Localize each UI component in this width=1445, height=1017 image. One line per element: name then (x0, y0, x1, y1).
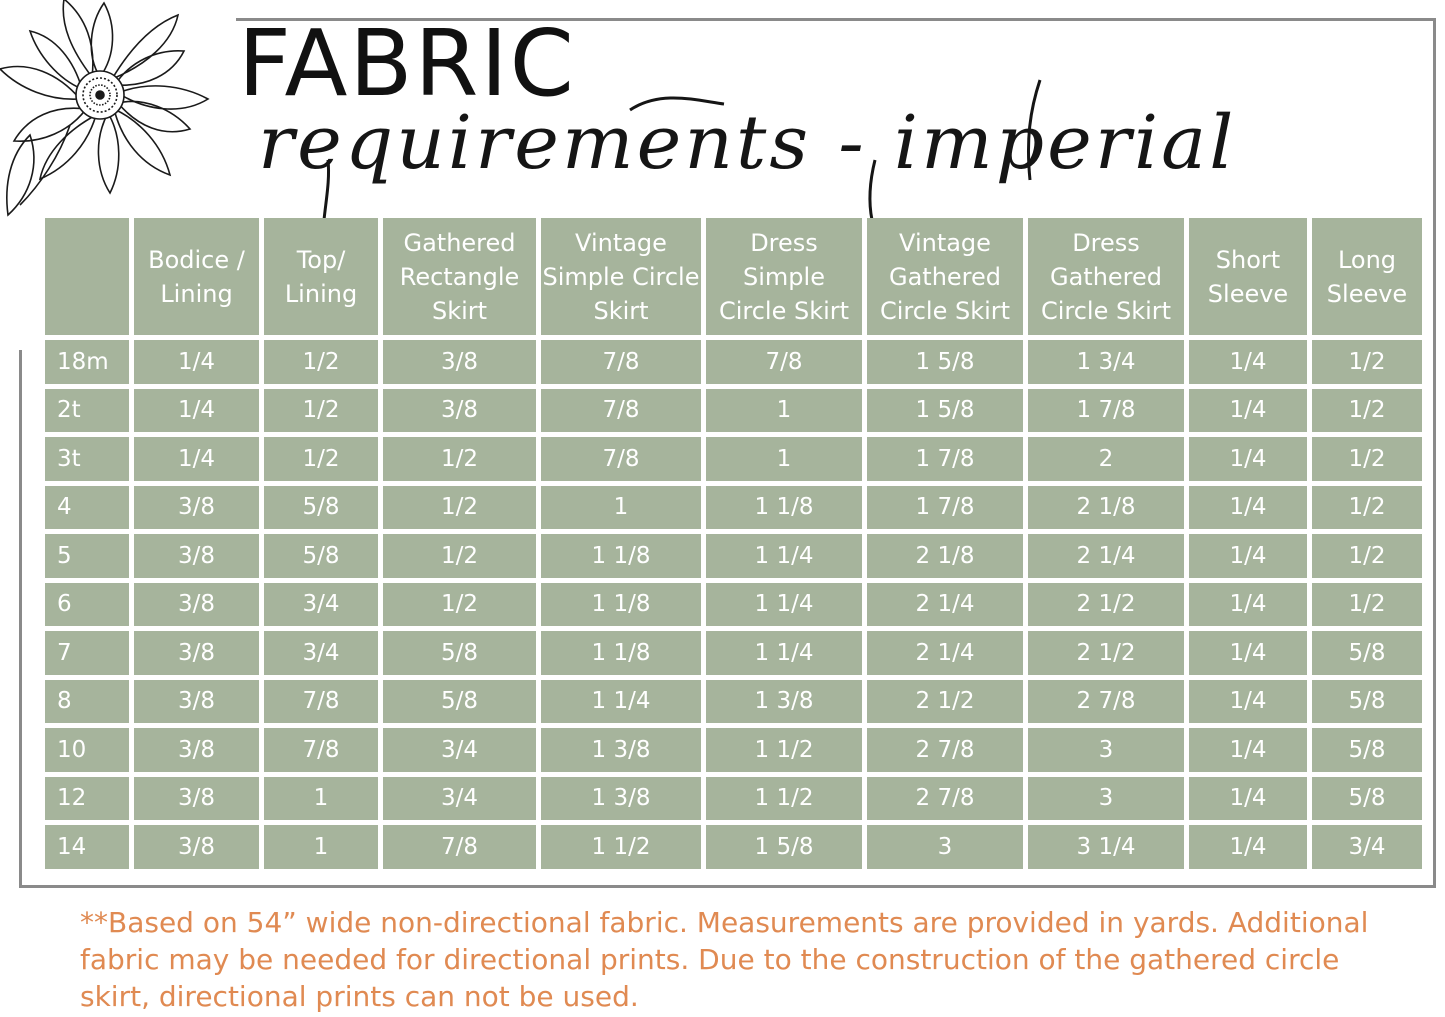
size-cell: 12 (45, 777, 129, 821)
table-cell: 3/8 (134, 680, 259, 724)
table-cell: 1 3/8 (706, 680, 862, 724)
table-cell: 1/4 (1189, 534, 1307, 578)
size-cell: 7 (45, 631, 129, 675)
table-cell: 1/4 (1189, 631, 1307, 675)
table-cell: 2 7/8 (867, 728, 1023, 772)
table-row (45, 777, 1422, 821)
table-cell: 1/4 (1189, 680, 1307, 724)
table-cell: 2 1/2 (867, 680, 1023, 724)
table-cell: 2 7/8 (1028, 680, 1184, 724)
table-row (45, 389, 1422, 433)
table-cell: 1/2 (264, 340, 378, 384)
table-cell: 1/4 (1189, 777, 1307, 821)
table-cell: 1 3/4 (1028, 340, 1184, 384)
table-cell: 2 1/4 (867, 583, 1023, 627)
table-cell: 2 1/2 (1028, 631, 1184, 675)
frame-right-border (1433, 18, 1436, 888)
table-cell: 1 (264, 777, 378, 821)
size-cell: 3t (45, 437, 129, 481)
table-row (45, 534, 1422, 578)
size-cell: 4 (45, 486, 129, 530)
sunflower-icon (0, 0, 240, 220)
table-cell: 2 1/8 (1028, 486, 1184, 530)
size-cell: 6 (45, 583, 129, 627)
table-cell: 1 1/2 (541, 825, 701, 869)
table-row (45, 825, 1422, 869)
table-cell: 1 (706, 389, 862, 433)
table-cell: 1/4 (1189, 389, 1307, 433)
table-cell: 1/2 (1312, 486, 1422, 530)
table-cell: 2 1/4 (867, 631, 1023, 675)
table-cell: 3/8 (383, 340, 536, 384)
column-header-vintage-gathered-circle-skirt: Vintage Gathered Circle Skirt (867, 218, 1023, 335)
table-cell: 1 5/8 (867, 340, 1023, 384)
table-cell: 3/8 (134, 631, 259, 675)
table-row (45, 631, 1422, 675)
footnote: **Based on 54” wide non-directional fabric. Measurements are provided in yards. Additional fabric may be needed for directional prints. Due to the construction of the gathered circle skirt, directional prints can not be used. (80, 906, 1369, 1013)
size-cell: 2t (45, 389, 129, 433)
table-cell: 1 1/8 (541, 583, 701, 627)
table-cell: 2 (1028, 437, 1184, 481)
table-cell: 1/4 (1189, 728, 1307, 772)
table-cell: 3/4 (383, 777, 536, 821)
table-body (45, 340, 1422, 869)
table-cell: 5/8 (1312, 728, 1422, 772)
table-row (45, 486, 1422, 530)
table-cell: 5/8 (1312, 631, 1422, 675)
table-cell: 1/4 (1189, 486, 1307, 530)
table-cell: 7/8 (264, 728, 378, 772)
table-cell: 2 1/8 (867, 534, 1023, 578)
table-cell: 1 1/8 (541, 534, 701, 578)
table-cell: 1 5/8 (706, 825, 862, 869)
table-cell: 1 3/8 (541, 728, 701, 772)
table-cell: 1 7/8 (867, 437, 1023, 481)
table-cell: 1 1/4 (706, 534, 862, 578)
table-cell: 1/4 (134, 340, 259, 384)
table-cell: 1 3/8 (541, 777, 701, 821)
table-cell: 3 (867, 825, 1023, 869)
frame-bottom-border (19, 885, 1436, 888)
column-header-vintage-simple-circle-skirt: Vintage Simple Circle Skirt (541, 218, 701, 335)
table-cell: 3/4 (1312, 825, 1422, 869)
column-header-size (45, 218, 129, 335)
table-cell: 1/4 (1189, 437, 1307, 481)
table-cell: 1 1/4 (706, 583, 862, 627)
table-cell: 1 1/2 (706, 728, 862, 772)
table-cell: 5/8 (383, 631, 536, 675)
table-cell: 5/8 (1312, 680, 1422, 724)
table-cell: 1/4 (1189, 825, 1307, 869)
table-cell: 1 (706, 437, 862, 481)
table-cell: 1/2 (383, 437, 536, 481)
column-header-top-lining: Top/ Lining (264, 218, 378, 335)
table-row (45, 728, 1422, 772)
page-title: FABRIC (238, 10, 576, 117)
size-cell: 10 (45, 728, 129, 772)
table-cell: 3 (1028, 728, 1184, 772)
table-cell: 1 5/8 (867, 389, 1023, 433)
table-row (45, 583, 1422, 627)
column-header-short-sleeve: Short Sleeve (1189, 218, 1307, 335)
table-cell: 5/8 (264, 534, 378, 578)
table-cell: 1/2 (1312, 437, 1422, 481)
column-header-long-sleeve: Long Sleeve (1312, 218, 1422, 335)
table-cell: 3/4 (264, 631, 378, 675)
table-cell: 7/8 (541, 340, 701, 384)
table-cell: 1 1/8 (541, 631, 701, 675)
size-cell: 8 (45, 680, 129, 724)
column-header-dress-simple-circle-skirt: Dress Simple Circle Skirt (706, 218, 862, 335)
table-cell: 1/2 (264, 437, 378, 481)
page-subtitle: requirements - imperial (258, 100, 1237, 186)
table-header (45, 218, 1422, 335)
table-cell: 7/8 (541, 437, 701, 481)
table-cell: 7/8 (383, 825, 536, 869)
size-cell: 18m (45, 340, 129, 384)
table-cell: 3/8 (383, 389, 536, 433)
size-cell: 5 (45, 534, 129, 578)
column-header-gathered-rectangle-skirt: Gathered Rectangle Skirt (383, 218, 536, 335)
table-cell: 1/4 (1189, 340, 1307, 384)
table-cell: 1/4 (1189, 583, 1307, 627)
table-cell: 2 1/4 (1028, 534, 1184, 578)
table-cell: 5/8 (1312, 777, 1422, 821)
table-cell: 3/8 (134, 777, 259, 821)
table-cell: 1 7/8 (867, 486, 1023, 530)
table-cell: 2 7/8 (867, 777, 1023, 821)
table-cell: 3/8 (134, 728, 259, 772)
table-cell: 1/4 (134, 437, 259, 481)
table-cell: 1 1/4 (541, 680, 701, 724)
frame-left-border (19, 350, 22, 888)
table-cell: 1/2 (383, 534, 536, 578)
size-cell: 14 (45, 825, 129, 869)
table-cell: 1/4 (134, 389, 259, 433)
table-cell: 1/2 (1312, 534, 1422, 578)
table-cell: 2 1/2 (1028, 583, 1184, 627)
table-cell: 1 1/8 (706, 486, 862, 530)
table-cell: 1 7/8 (1028, 389, 1184, 433)
table-row (45, 340, 1422, 384)
column-header-dress-gathered-circle-skirt: Dress Gathered Circle Skirt (1028, 218, 1184, 335)
table-cell: 3/8 (134, 534, 259, 578)
column-header-bodice-lining: Bodice / Lining (134, 218, 259, 335)
table-row (45, 437, 1422, 481)
table-cell: 3/8 (134, 486, 259, 530)
table-cell: 1 1/2 (706, 777, 862, 821)
table-cell: 1/2 (383, 486, 536, 530)
table-cell: 7/8 (264, 680, 378, 724)
table-cell: 7/8 (541, 389, 701, 433)
table-cell: 1/2 (264, 389, 378, 433)
table-cell: 1/2 (1312, 389, 1422, 433)
table-cell: 5/8 (383, 680, 536, 724)
table-cell: 3 1/4 (1028, 825, 1184, 869)
table-cell: 1 (541, 486, 701, 530)
fabric-requirements-table (40, 213, 1427, 874)
table-cell: 7/8 (706, 340, 862, 384)
table-cell: 3/8 (134, 583, 259, 627)
table-cell: 1 (264, 825, 378, 869)
table-cell: 1 1/4 (706, 631, 862, 675)
table-cell: 1/2 (383, 583, 536, 627)
table-row (45, 680, 1422, 724)
table-cell: 3 (1028, 777, 1184, 821)
table-cell: 1/2 (1312, 340, 1422, 384)
table-cell: 3/8 (134, 825, 259, 869)
table-cell: 5/8 (264, 486, 378, 530)
table-cell: 1/2 (1312, 583, 1422, 627)
table-cell: 3/4 (383, 728, 536, 772)
table-cell: 3/4 (264, 583, 378, 627)
